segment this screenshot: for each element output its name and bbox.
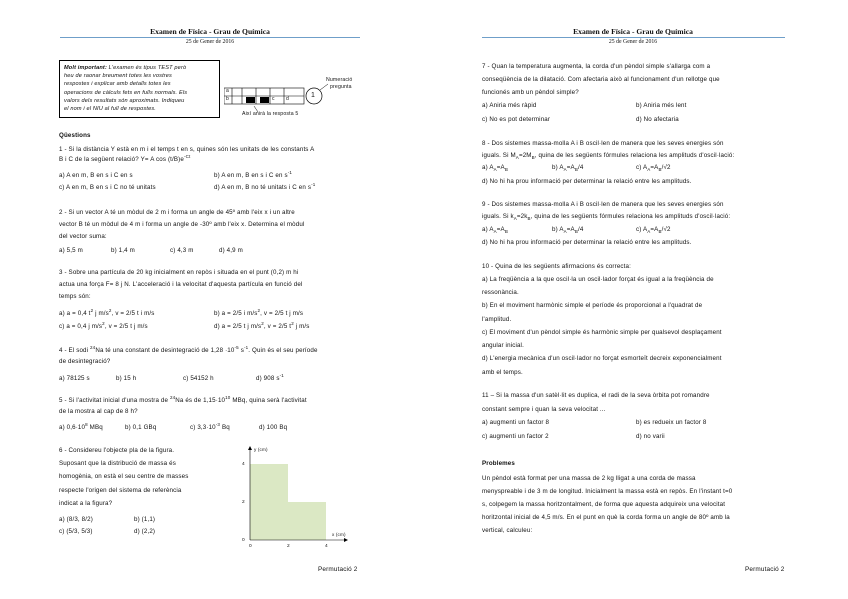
answer-number: 1	[311, 92, 316, 99]
q10-option-c: c) El moviment d'un pèndol simple és harmònic simple per qualsevol desplaçament	[482, 329, 722, 336]
q7-line: conseqüència de la dilatació. Com afectaria això al funcionament d'un rellotge que	[482, 76, 720, 83]
q5-option-d: d) 100 Bq	[259, 424, 288, 431]
q1-option-b-exponent: -1	[287, 170, 293, 175]
q6-line: Suposant que la distribució de massa és	[59, 460, 176, 467]
q1-option-a: a) A en m, B en s i C en s	[59, 172, 133, 179]
q9-line: 9 - Dos sistemes massa-molla A i B oscil·len de manera que les seves energies són	[482, 201, 724, 208]
important-line: el nom i el NIU al full de respostes.	[64, 106, 156, 113]
q10-line: 10 - Quina de les següents afirmacions és correcta:	[482, 263, 632, 270]
q2-option-a: a) 5,5 m	[59, 247, 83, 254]
problem-line: s, colpegem la massa horitzontalment, de forma que aquesta adquireix una velocitat	[482, 501, 726, 508]
x-tick: 2	[287, 544, 290, 549]
problem-line: menyspreable i de 3 m de longitud. Inicialment la massa està en repòs. En l'instant t=0	[482, 488, 733, 495]
q1-option-c: c) A en m, B en s i C no té unitats	[59, 184, 156, 191]
q1-line: B i C de la següent relació? Y= A cos (t/B)e	[59, 156, 184, 163]
y-axis-label: y (cm)	[254, 447, 268, 452]
q11-option-c: c) augmenti un factor 2	[482, 433, 549, 440]
important-line: valors dels resultats són aproximats. Indiqueu	[64, 97, 185, 104]
q6-option-c: c) (5/3, 5/3)	[59, 528, 93, 535]
answer-cell-d: d	[286, 96, 289, 102]
y-tick: 2	[242, 500, 245, 505]
q6-option-d: d) (2,2)	[134, 528, 156, 535]
q2-option-d: d) 4,9 m	[219, 247, 243, 254]
q10-option-d-cont: amb el temps.	[482, 369, 523, 376]
page-title-right: Examen de Física - Grau de Química	[573, 27, 693, 36]
q4-line: 4 - El sodi $^{24}$Na té una constant de desintegració de $1,28 \cdot 10^{-5}$ $s^{-1}$. Quin és el seu període	[59, 345, 318, 354]
q6-line: respecte l'origen del sistema de referència	[59, 487, 182, 494]
q2-line: 2 - Si un vector A té un mòdul de 2 m i forma un angle de 45º amb l'eix x i un altre	[59, 209, 295, 216]
q8-option-a: a) $A_A=A_B$	[482, 164, 508, 173]
q1-option-b: b) A en m, B en s i C en s	[214, 172, 288, 179]
q5-option-b: b) 0,1 GBq	[125, 424, 157, 431]
important-line: respostes i explicar amb detalls totes les	[64, 81, 171, 88]
q1-option-d: d) A en m, B no té unitats i C en s	[214, 184, 312, 191]
q1-option-d-exponent: -1	[311, 182, 316, 187]
answer-sheet-illustration	[224, 78, 356, 120]
q7-line: 7 - Quan la temperatura augmenta, la corda d'un pèndol simple s'allarga com a	[482, 63, 711, 70]
q11-option-b: b) es redueix un factor 8	[636, 419, 707, 426]
x-tick: 4	[325, 544, 328, 549]
q10-option-c-cont: angular inicial.	[482, 342, 524, 349]
important-line: L'examen és tipus TEST però	[106, 65, 187, 71]
q9-option-d: d) No hi ha prou informació per determinar la relació entre les amplituds.	[482, 239, 692, 246]
section-title-questions: Qüestions	[59, 132, 91, 139]
y-tick: 4	[242, 462, 245, 467]
footer-permutation-right: Permutació 2	[745, 566, 785, 573]
figure-shape	[250, 464, 326, 540]
page-title-left: Examen de Física - Grau de Química	[150, 27, 270, 36]
header-rule-left	[60, 37, 360, 38]
figure-plane-object	[236, 446, 356, 549]
q2-line: del vector suma:	[59, 233, 107, 240]
q8-option-c: c) $A_A=A_B/√2$	[636, 164, 671, 173]
important-line: operacions de càlculs fets en fulls normals. Els	[64, 89, 188, 96]
q9-option-c: c) $A_A=A_B/√2$	[636, 226, 671, 235]
problem-line: Un pèndol està format per una massa de 2 kg lligat a una corda de massa	[482, 475, 696, 482]
q5-option-c: c) $3,3\cdot 10^{-3}$ Bq	[190, 422, 230, 431]
q7-option-a: a) Aniria més ràpid	[482, 102, 537, 109]
q8-line: iguals. Si $M_A=2M_B$, quina de les següents fórmules relaciona les amplituds d'oscil·lació:	[482, 152, 735, 161]
q3-option-b: b) a = 2/5 i $m/s^2$, v = 2/5 t j m/s	[214, 308, 304, 317]
q3-line: actua una força F= 8 j N. L'acceleració i la velocitat d'aquesta partícula en funció del	[59, 281, 303, 288]
label-numeracio: Numeració	[326, 77, 353, 83]
q6-option-a: a) (8/3, 8/2)	[59, 516, 93, 523]
q7-line: funcionés amb un pèndol simple?	[482, 89, 579, 96]
q3-line: temps són:	[59, 293, 91, 300]
q5-line: 5 - Si l'activitat inicial d'una mostra de $^{24}$Na és de $1,15\cdot 10^{10}$ MBq, quina serà l'activitat	[59, 395, 307, 404]
q9-line: iguals. Si $k_A=2k_B$, quina de les següents fórmules relaciona les amplituds d'oscil·lació:	[482, 213, 731, 222]
q8-option-b: b) $A_A=A_B/4$	[552, 164, 584, 173]
q9-option-a: a) $A_A=A_B$	[482, 226, 508, 235]
q10-option-a: a) La freqüència a la que oscil·la un oscil·lador forçat és igual a la freqüència de	[482, 276, 714, 283]
q6-line: homogènia, on està el seu centre de masses	[59, 473, 189, 480]
q11-line: 11 – Si la massa d'un satèl·lit es duplica, el radi de la seva òrbita pot romandre	[482, 392, 710, 399]
q8-option-d: d) No hi ha prou informació per determinar la relació entre les amplituds.	[482, 178, 692, 185]
q4-option-d: d) 908 $s^{-1}$	[256, 373, 284, 382]
important-line: heu de raonar breument totes les vostres	[64, 73, 172, 80]
q1-exponent: -Ct	[183, 154, 191, 159]
q4-option-a: a) 78125 s	[59, 375, 90, 382]
q3-option-d: d) a = 2/5 t j $m/s^2$, v = 2/5 $t^2$ j m/s	[214, 321, 310, 330]
q4-option-b: b) 15 h	[116, 375, 137, 382]
q3-line: 3 - Sobre una partícula de 20 kg inicialment en repòs i situada en el punt (0,2) m hi	[59, 269, 299, 276]
q2-option-b: b) 1,4 m	[111, 247, 135, 254]
header-rule-right	[482, 37, 785, 38]
x-axis-label: x (cm)	[332, 532, 346, 537]
q5-option-a: a) $0,6\cdot 10^8$ MBq	[59, 422, 103, 431]
problem-line: vertical, calculeu:	[482, 527, 533, 534]
q10-option-d: d) L'energia mecànica d'un oscil·lador no forçat esmorteït decreix exponencialment	[482, 355, 722, 362]
label-pregunta: pregunta	[330, 84, 352, 90]
q7-option-b: b) Aniria més lent	[636, 102, 687, 109]
q4-line: de desintegració?	[59, 358, 111, 365]
q10-option-b: b) En el moviment harmònic simple el període és proporcional a l'quadrat de	[482, 302, 703, 309]
q6-option-b: b) (1,1)	[134, 516, 156, 523]
q10-option-a-cont: ressonància.	[482, 289, 519, 296]
footer-permutation-left: Permutació 2	[318, 566, 358, 573]
answer-row-b: b	[226, 96, 229, 102]
q3-option-a: a) a = 0,4 $t^2$ j $m/s^2$, v = 2/5 t i m/s	[59, 308, 155, 317]
important-notice-box	[59, 60, 220, 118]
answer-row-a: a	[226, 88, 229, 94]
q8-line: 8 - Dos sistemes massa-molla A i B oscil·len de manera que les seves energies són	[482, 140, 724, 147]
exam-date-left: 25 de Gener de 2016	[185, 39, 235, 45]
q10-option-b-cont: l'amplitud.	[482, 316, 512, 323]
label-answer-caption: Així anirà la resposta 5	[242, 111, 299, 117]
answer-cell-c: c	[272, 96, 275, 102]
q11-line: constant sempre i quan la seva velocitat ...	[482, 406, 606, 413]
q1-line: 1 - Si la distància Y està en m i el temps t en s, quines són les unitats de les constants A	[59, 146, 315, 153]
y-tick: 0	[242, 538, 245, 543]
q7-option-d: d) No afectaria	[636, 116, 679, 123]
q2-line: vector B té un mòdul de 4 m i forma un angle de -30º amb l'eix x. Determina el mòdul	[59, 221, 305, 228]
q6-line: indicat a la figura?	[59, 500, 113, 507]
q9-option-b: b) $A_A=A_B/4$	[552, 226, 584, 235]
q7-option-c: c) No es pot determinar	[482, 116, 551, 123]
exam-date-right: 25 de Gener de 2016	[608, 39, 658, 45]
problem-line: horitzontal inicial de 4,5 m/s. En el punt en què la corda forma un angle de 80º amb la	[482, 514, 730, 521]
x-tick: 0	[249, 544, 252, 549]
q5-line: de la mostra al cap de 8 h?	[59, 408, 138, 415]
q3-option-c: c) a = 0,4 j $m/s^2$, v = 2/5 t j m/s	[59, 321, 148, 330]
q6-line: 6 - Considereu l'objecte pla de la figura.	[59, 447, 175, 454]
q11-option-d: d) no varii	[636, 433, 665, 440]
section-title-problems: Problemes	[482, 460, 515, 467]
important-label: Molt important:	[64, 65, 107, 71]
q11-option-a: a) augmenti un factor 8	[482, 419, 550, 426]
q2-option-c: c) 4,3 m	[170, 247, 194, 254]
q4-option-c: c) 54152 h	[183, 375, 214, 382]
